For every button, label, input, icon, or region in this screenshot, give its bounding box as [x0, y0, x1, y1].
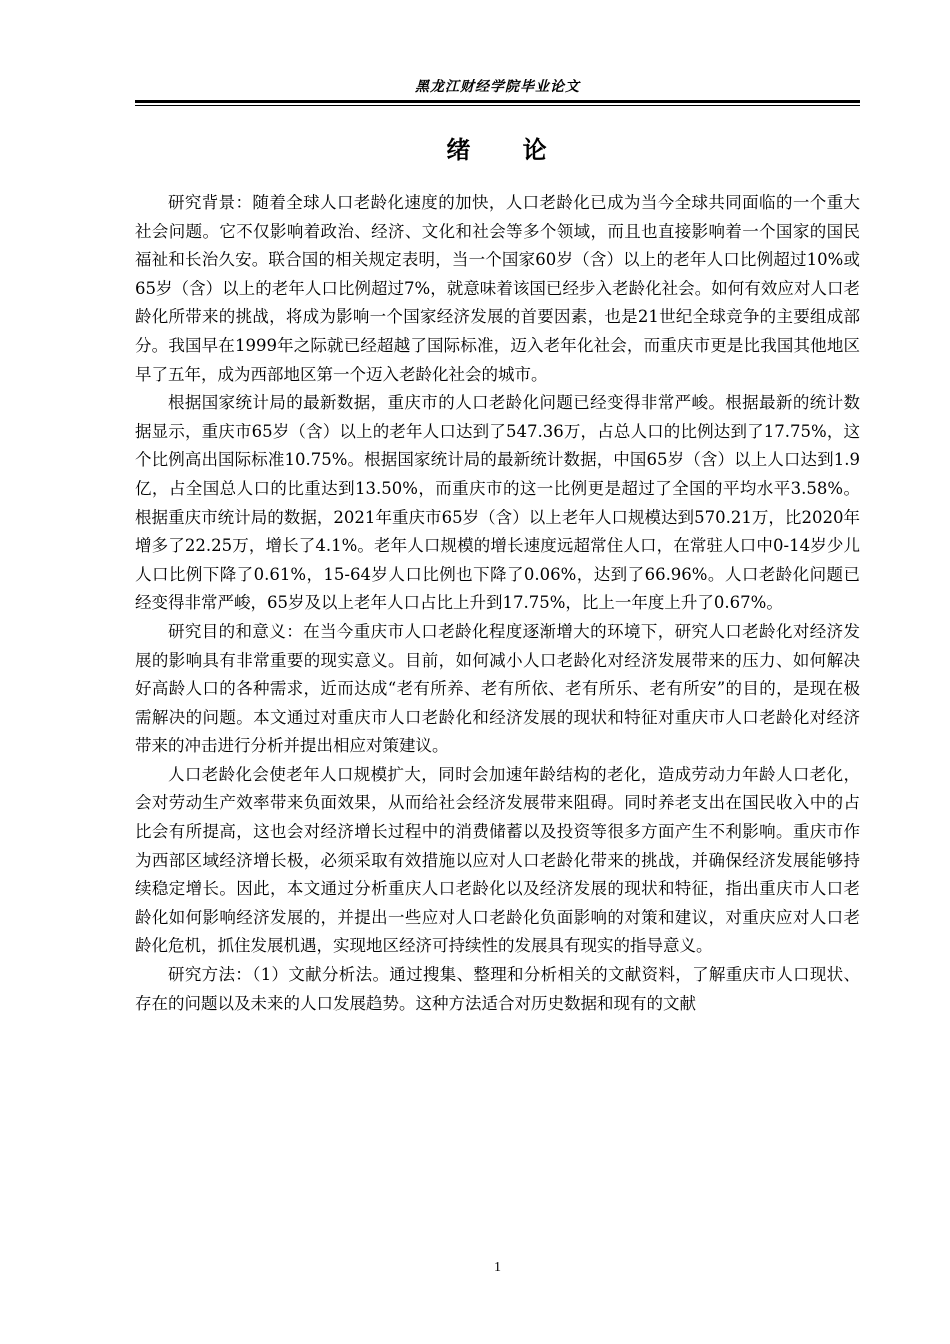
paragraph-aging-impact: 人口老龄化会使老年人口规模扩大，同时会加速年龄结构的老化，造成劳动力年龄人口老化，会对劳动生产效率带来负面效果，从而给社会经济发展带来阻碍。同时养老支出在国民收入中的占比会有所提高，这也会对经济增长过程中的消费储蓄以及投资等很多方面产生不利影响。重庆市作为西部区域经济增长极，必须采取有效措施以应对人口老龄化带来的挑战，并确保经济发展能够持续稳定增长。因此，本文通过分析重庆人口老龄化以及经济发展的现状和特征，指出重庆市人口老龄化如何影响经济发展的，并提出一些应对人口老龄化负面影响的对策和建议，对重庆应对人口老龄化危机，抓住发展机遇，实现地区经济可持续性的发展具有现实的指导意义。: [135, 764, 860, 956]
page-number: 1: [494, 1260, 501, 1275]
body-text: [135, 189, 860, 1018]
paragraph-purpose-significance: 研究目的和意义：在当今重庆市人口老龄化程度逐渐增大的环境下，研究人口老龄化对经济发展的影响具有非常重要的现实意义。目前，如何减小人口老龄化对经济发展带来的压力、如何解决好高龄人口的各种需求，近而达成“老有所养、老有所依、老有所乐、老有所安”的目的，是现在极需解决的问题。本文通过对重庆市人口老龄化和经济发展的现状和特征对重庆市人口老龄化对经济带来的冲击进行分析并提出相应对策建议。: [135, 621, 860, 756]
running-header-title: 黑龙江财经学院毕业论文: [415, 79, 580, 95]
paragraph-research-methods: 研究方法：（1）文献分析法。通过搜集、整理和分析相关的文献资料，了解重庆市人口现状、存在的问题以及未来的人口发展趋势。这种方法适合对历史数据和现有的文献: [135, 965, 860, 1013]
paragraph-research-background: 研究背景：随着全球人口老龄化速度的加快，人口老龄化已成为当今全球共同面临的一个重大社会问题。它不仅影响着政治、经济、文化和社会等多个领域，而且也直接影响着一个国家的国民福祉和长治久安。联合国的相关规定表明，当一个国家60岁（含）以上的老年人口比例超过10%或65岁（含）以上的老年人口比例超过7%，就意味着该国已经步入老龄化社会。如何有效应对人口老龄化所带来的挑战，将成为影响一个国家经济发展的首要因素，也是21世纪全球竞争的主要组成部分。我国早在1999年之际就已经超越了国际标准，迈入老年化社会，而重庆市更是比我国其他地区早了五年，成为西部地区第一个迈入老龄化社会的城市。: [135, 193, 860, 384]
header-rule-thick: [135, 100, 860, 103]
header-rule-thin: [135, 105, 860, 106]
paragraph-statistics: 根据国家统计局的最新数据，重庆市的人口老龄化问题已经变得非常严峻。根据最新的统计数据显示，重庆市65岁（含）以上的老年人口达到了547.36万，占总人口的比例达到了17.75%，这个比例高出国际标准10.75%。根据国家统计局的最新统计数据，中国65岁（含）以上人口达到1.9亿，占全国总人口的比重达到13.50%，而重庆市的这一比例更是超过了全国的平均水平3.58%。根据重庆市统计局的数据，2021年重庆市65岁（含）以上老年人口规模达到570.21万，比2020年增多了22.25万，增长了4.1%。老年人口规模的增长速度远超常住人口，在常驻人口中0-14岁少儿人口比例下降了0.61%，15-64岁人口比例也下降了0.06%，达到了66.96%。人口老龄化问题已经变得非常严峻，65岁及以上老年人口占比上升到17.75%，比上一年度上升了0.67%。: [135, 393, 860, 613]
chapter-title: 绪 论: [446, 136, 549, 164]
